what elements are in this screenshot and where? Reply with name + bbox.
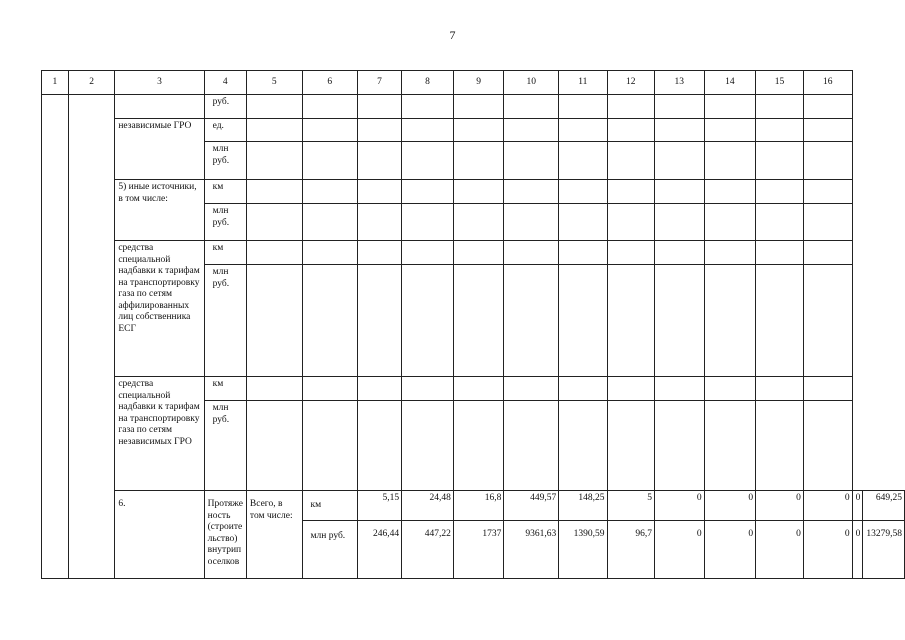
empty-cell	[756, 204, 804, 241]
unit-cell: ед.	[204, 119, 246, 142]
empty-cell	[803, 119, 852, 142]
table-row	[42, 241, 905, 265]
header-cell: 8	[402, 71, 454, 95]
value-cell: 5,15	[357, 491, 401, 521]
empty-cell	[803, 265, 852, 377]
empty-cell	[357, 401, 401, 491]
header-cell: 4	[204, 71, 246, 95]
header-row	[42, 71, 905, 95]
empty-cell	[453, 401, 503, 491]
empty-cell	[654, 142, 704, 180]
empty-cell	[756, 265, 804, 377]
empty-cell	[246, 95, 302, 119]
empty-cell	[246, 377, 302, 401]
empty-cell	[756, 119, 804, 142]
empty-cell	[453, 180, 503, 204]
table-row	[42, 377, 905, 401]
empty-cell	[302, 401, 357, 491]
empty-cell	[607, 401, 654, 491]
unit-cell: км	[204, 180, 246, 204]
header-cell: 1	[42, 71, 69, 95]
empty-cell	[357, 241, 401, 265]
empty-cell	[246, 142, 302, 180]
value-cell: 447,22	[402, 521, 454, 579]
empty-cell	[504, 241, 559, 265]
value-cell: 0	[803, 521, 852, 579]
value-cell: 0	[704, 521, 756, 579]
empty-cell	[302, 95, 357, 119]
empty-cell	[756, 401, 804, 491]
empty-cell	[302, 377, 357, 401]
value-cell: 0	[803, 491, 852, 521]
empty-cell	[302, 119, 357, 142]
empty-cell	[402, 119, 454, 142]
table-row	[42, 95, 905, 119]
empty-cell	[654, 401, 704, 491]
value-cell: 246,44	[357, 521, 401, 579]
table-row	[42, 180, 905, 204]
row-label: независимые ГРО	[115, 119, 204, 180]
row-label: 5) иные источники, в том числе:	[115, 180, 204, 241]
empty-cell	[559, 95, 607, 119]
empty-cell	[246, 204, 302, 241]
empty-cell	[654, 204, 704, 241]
empty-cell	[803, 401, 852, 491]
empty-cell	[453, 377, 503, 401]
empty-cell	[453, 142, 503, 180]
empty-cell	[704, 119, 756, 142]
empty-cell	[803, 377, 852, 401]
unit-cell: млн руб.	[302, 521, 357, 579]
header-cell: 3	[115, 71, 204, 95]
empty-cell	[756, 180, 804, 204]
page-number: 7	[449, 28, 456, 42]
empty-cell	[246, 265, 302, 377]
empty-cell	[803, 180, 852, 204]
empty-cell	[654, 377, 704, 401]
header-cell: 11	[559, 71, 607, 95]
empty-cell	[756, 142, 804, 180]
unit-cell: км	[204, 377, 246, 401]
empty-cell	[559, 204, 607, 241]
empty-cell	[559, 265, 607, 377]
empty-cell	[704, 142, 756, 180]
empty-cell	[559, 401, 607, 491]
empty-cell	[302, 241, 357, 265]
value-cell: 13279,58	[863, 521, 905, 579]
empty-cell	[402, 204, 454, 241]
empty-cell	[453, 204, 503, 241]
header-cell: 9	[453, 71, 503, 95]
empty-cell	[302, 204, 357, 241]
empty-cell	[357, 142, 401, 180]
empty-cell	[402, 401, 454, 491]
empty-cell	[803, 95, 852, 119]
header-cell: 14	[704, 71, 756, 95]
empty-cell	[756, 377, 804, 401]
empty-cell	[357, 95, 401, 119]
empty-cell	[504, 95, 559, 119]
empty-cell	[402, 377, 454, 401]
value-cell: 449,57	[504, 491, 559, 521]
empty-cell	[704, 401, 756, 491]
value-cell: 0	[704, 491, 756, 521]
empty-cell	[559, 119, 607, 142]
empty-cell	[453, 119, 503, 142]
empty-cell	[654, 95, 704, 119]
empty-cell	[704, 180, 756, 204]
empty-cell	[504, 265, 559, 377]
empty-cell	[504, 401, 559, 491]
empty-cell	[704, 204, 756, 241]
empty-cell	[302, 142, 357, 180]
value-cell: 16,8	[453, 491, 503, 521]
header-cell: 16	[803, 71, 852, 95]
header-cell: 12	[607, 71, 654, 95]
empty-cell	[803, 142, 852, 180]
empty-cell	[246, 401, 302, 491]
empty-cell	[504, 142, 559, 180]
data-table	[41, 70, 905, 579]
empty-cell	[504, 204, 559, 241]
empty-cell	[504, 180, 559, 204]
empty-cell	[803, 241, 852, 265]
table-row	[42, 119, 905, 142]
empty-cell	[402, 265, 454, 377]
unit-cell: млн руб.	[204, 265, 246, 377]
empty-cell	[704, 95, 756, 119]
unit-cell: км	[302, 491, 357, 521]
empty-cell	[357, 265, 401, 377]
empty-cell	[654, 241, 704, 265]
table-row	[42, 491, 905, 521]
empty-cell	[607, 204, 654, 241]
value-cell: 148,25	[559, 491, 607, 521]
empty-cell	[357, 204, 401, 241]
header-cell: 10	[504, 71, 559, 95]
empty-cell	[357, 180, 401, 204]
value-cell: 0	[852, 521, 863, 579]
value-cell: 5	[607, 491, 654, 521]
empty-cell	[357, 377, 401, 401]
empty-cell	[607, 377, 654, 401]
empty-cell	[607, 265, 654, 377]
empty-cell	[607, 142, 654, 180]
empty-cell	[402, 241, 454, 265]
header-cell: 6	[302, 71, 357, 95]
empty-cell	[559, 377, 607, 401]
empty-cell	[402, 95, 454, 119]
value-cell: 96,7	[607, 521, 654, 579]
value-cell: 0	[756, 521, 804, 579]
empty-cell	[246, 119, 302, 142]
header-cell: 2	[68, 71, 115, 95]
empty-cell	[504, 119, 559, 142]
empty-cell	[453, 241, 503, 265]
empty-cell	[302, 265, 357, 377]
empty-cell	[42, 95, 69, 579]
row-name: Протяже ность (строите льство) внутрип оселков	[204, 491, 246, 579]
empty-cell	[654, 180, 704, 204]
empty-cell	[246, 180, 302, 204]
empty-cell	[559, 142, 607, 180]
empty-cell	[246, 241, 302, 265]
empty-cell	[453, 95, 503, 119]
value-cell: 1737	[453, 521, 503, 579]
empty-cell	[607, 119, 654, 142]
empty-cell	[704, 241, 756, 265]
value-cell: 0	[654, 521, 704, 579]
empty-cell	[453, 265, 503, 377]
row-label: средства специальной надбавки к тарифам на транспортировку газа по сетям аффилированных лиц собственника ЕСГ	[115, 241, 204, 377]
unit-cell: млн руб.	[204, 142, 246, 180]
row-number: 6.	[115, 491, 204, 579]
unit-cell: руб.	[204, 95, 246, 119]
empty-cell	[402, 142, 454, 180]
header-cell: 5	[246, 71, 302, 95]
header-cell: 13	[654, 71, 704, 95]
empty-cell	[704, 265, 756, 377]
empty-cell	[559, 241, 607, 265]
row-label: средства специальной надбавки к тарифам на транспортировку газа по сетям независимых ГРО	[115, 377, 204, 491]
header-cell: 7	[357, 71, 401, 95]
header-cell: 15	[756, 71, 804, 95]
value-cell: 0	[756, 491, 804, 521]
row-label: Всего, в том числе:	[246, 491, 302, 579]
empty-cell	[607, 241, 654, 265]
empty-cell	[357, 119, 401, 142]
empty-cell	[68, 95, 115, 579]
unit-cell: млн руб.	[204, 204, 246, 241]
empty-cell	[756, 95, 804, 119]
empty-cell	[654, 119, 704, 142]
value-cell: 1390,59	[559, 521, 607, 579]
empty-cell	[654, 265, 704, 377]
empty-cell	[115, 95, 204, 119]
unit-cell: млн руб.	[204, 401, 246, 491]
unit-cell: км	[204, 241, 246, 265]
empty-cell	[607, 180, 654, 204]
empty-cell	[559, 180, 607, 204]
empty-cell	[504, 377, 559, 401]
value-cell: 0	[852, 491, 863, 521]
value-cell: 9361,63	[504, 521, 559, 579]
empty-cell	[756, 241, 804, 265]
empty-cell	[704, 377, 756, 401]
empty-cell	[302, 180, 357, 204]
empty-cell	[607, 95, 654, 119]
value-cell: 0	[654, 491, 704, 521]
empty-cell	[402, 180, 454, 204]
value-cell: 649,25	[863, 491, 905, 521]
value-cell: 24,48	[402, 491, 454, 521]
empty-cell	[803, 204, 852, 241]
